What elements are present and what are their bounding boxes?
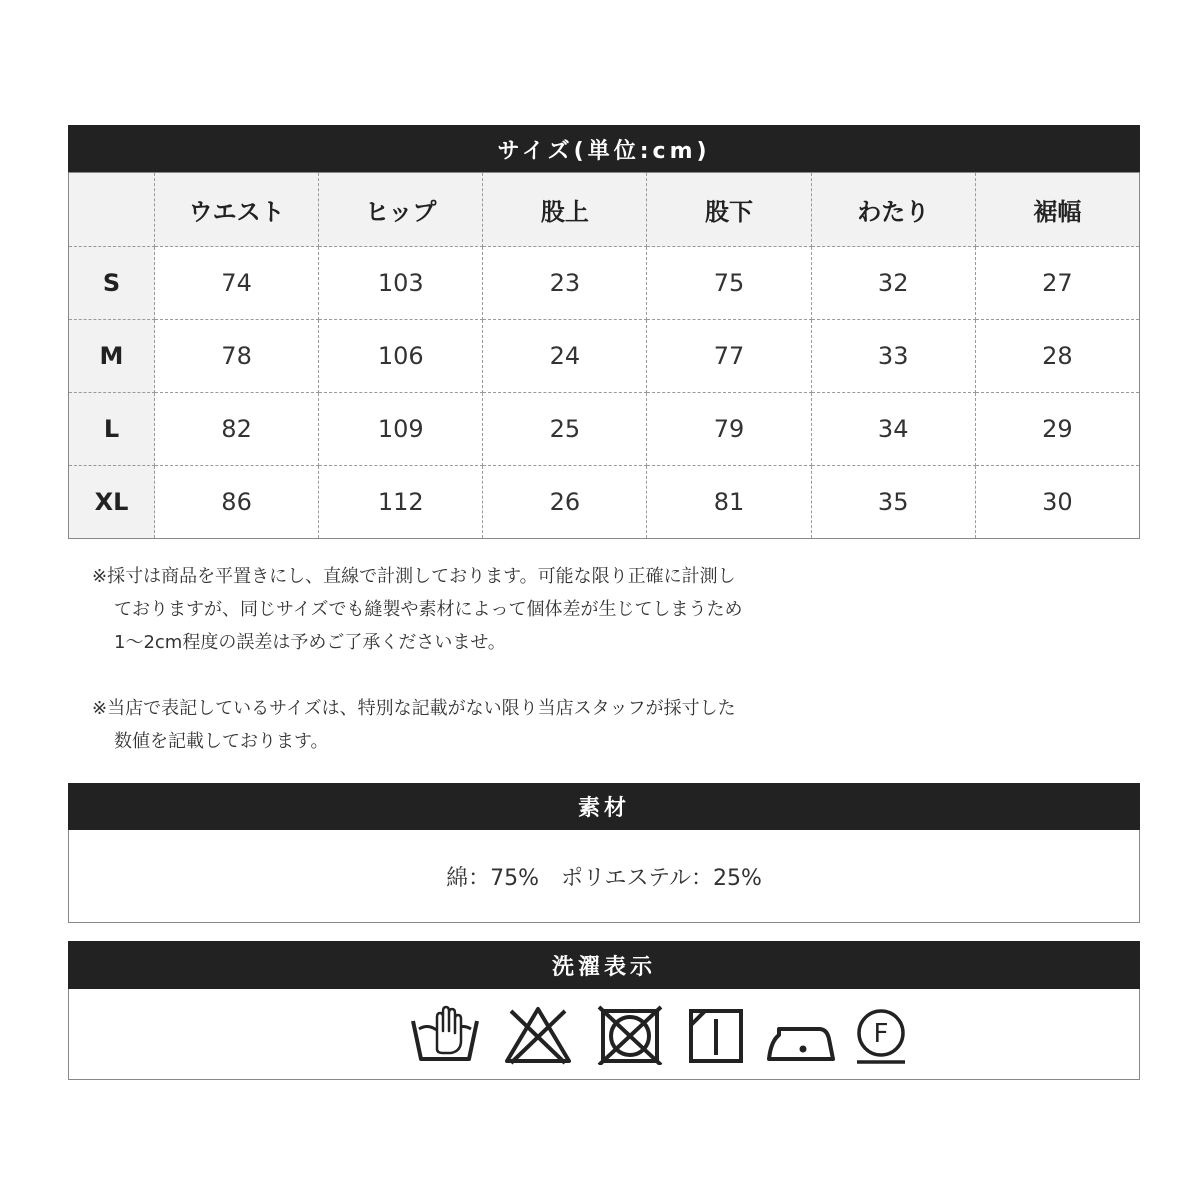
table-cell: 78 [155,320,319,393]
column-header-hem: 裾幅 [975,173,1139,247]
care-box [68,989,1140,1080]
care-icons-row [409,1005,909,1065]
iron-low-icon [765,1005,839,1065]
table-cell: 86 [155,466,319,539]
table-cell: 106 [319,320,483,393]
table-cell: 34 [811,393,975,466]
table-cell: 30 [975,466,1139,539]
table-cell: 25 [483,393,647,466]
note-spacer [92,659,992,692]
row-header-size: XL [69,466,155,539]
table-cell: 28 [975,320,1139,393]
table-cell: 81 [647,466,811,539]
table-cell: 77 [647,320,811,393]
table-cell: 35 [811,466,975,539]
column-header-waist: ウエスト [155,173,319,247]
table-cell: 32 [811,247,975,320]
row-header-size: M [69,320,155,393]
column-header-thigh: わたり [811,173,975,247]
material-box [68,830,1140,923]
table-row [69,247,1140,320]
table-row [69,320,1140,393]
table-cell: 29 [975,393,1139,466]
table-row [69,393,1140,466]
note-line: 数値を記載しております。 [114,731,329,752]
note-line: ※採寸は商品を平置きにし、直線で計測しております。可能な限り正確に計測し [92,566,736,587]
table-cell: 75 [647,247,811,320]
material-composition: 綿：75% ポリエステル：25% [446,865,762,891]
no-tumble-dry-icon [597,1005,663,1065]
table-cell: 27 [975,247,1139,320]
table-cell: 33 [811,320,975,393]
dry-clean-f-icon [853,1005,909,1065]
care-section-title: 洗濯表示 [68,941,1140,989]
table-cell: 23 [483,247,647,320]
table-cell: 103 [319,247,483,320]
column-header-rise: 股上 [483,173,647,247]
table-cell: 79 [647,393,811,466]
no-bleach-icon [503,1005,573,1065]
table-cell: 74 [155,247,319,320]
table-cell: 26 [483,466,647,539]
size-table [68,172,1140,539]
table-row [69,466,1140,539]
material-section-title: 素材 [68,783,1140,830]
column-header-inseam: 股下 [647,173,811,247]
line-dry-shade-icon [687,1005,747,1065]
note-line: 1～2cm程度の誤差は予めご了承くださいませ。 [114,632,506,653]
table-cell: 24 [483,320,647,393]
row-header-size: S [69,247,155,320]
note-line: ておりますが、同じサイズでも縫製や素材によって個体差が生じてしまうため [114,599,743,620]
hand-wash-icon [409,1005,481,1065]
measurement-notes [92,560,992,758]
table-corner-cell [69,173,155,247]
table-cell: 82 [155,393,319,466]
table-header-row [69,173,1140,247]
dry-clean-letter: F [873,1019,889,1049]
row-header-size: L [69,393,155,466]
note-line: ※当店で表記しているサイズは、特別な記載がない限り当店スタッフが採寸した [92,698,736,719]
size-section-title: サイズ(単位:cm) [68,125,1140,173]
table-cell: 112 [319,466,483,539]
table-cell: 109 [319,393,483,466]
column-header-hip: ヒップ [319,173,483,247]
